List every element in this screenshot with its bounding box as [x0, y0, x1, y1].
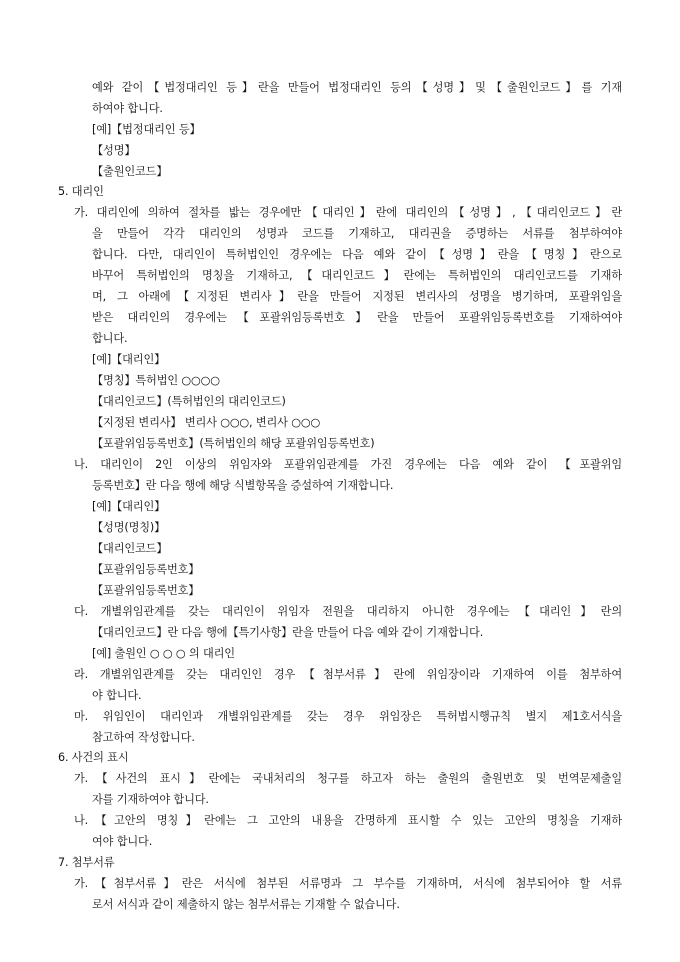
- text-line: 【대리인코드】란 다음 행에【특기사항】란을 만들어 다음 예와 같이 기재합니다.: [92, 626, 484, 639]
- text-line: 【포괄위임등록번호】: [92, 563, 200, 576]
- text-line: [예]【대리인】: [92, 353, 166, 366]
- text-line: 로서 서식과 같이 제출하지 않는 첨부서류는 기재할 수 없습니다.: [92, 898, 400, 911]
- text-line: 【대리인코드】(특허법인의 대리인코드): [92, 395, 286, 408]
- text-line: 7. 첨부서류: [58, 856, 115, 869]
- text-line: 받은 대리인의 경우에는【포괄위임등록번호】란을 만들어 포괄위임등록번호를 기재하여야: [92, 311, 622, 324]
- text-line: 바꾸어 특허법인의 명칭을 기재하고,【대리인코드】란에는 특허법인의 대리인코드를 기재하: [92, 269, 622, 282]
- text-line: 【명칭】특허법인 ○○○○: [92, 374, 220, 387]
- text-line: 【성명】: [92, 144, 136, 157]
- text-line: [예] 출원인 ○ ○ ○ 의 대리인: [92, 647, 235, 660]
- text-line: 나. 대리인이 2인 이상의 위임자와 포괄위임관계를 가진 경우에는 다음 예와 같이 【포괄위임: [74, 458, 622, 471]
- text-line: 6. 사건의 표시: [58, 751, 129, 764]
- text-line: 【지정된 변리사】 변리사 ○○○, 변리사 ○○○: [92, 416, 321, 429]
- text-line: 참고하여 작성합니다.: [92, 731, 195, 744]
- text-line: 자를 기재하여야 합니다.: [92, 793, 209, 806]
- text-line: 【성명(명칭)】: [92, 521, 166, 534]
- text-line: 라. 개별위임관계를 갖는 대리인인 경우【첨부서류】란에 위임장이라 기재하여 이를 첨부하여: [74, 668, 622, 681]
- text-line: 【대리인코드】: [92, 542, 168, 555]
- text-line: 다. 개별위임관계를 갖는 대리인이 위임자 전원을 대리하지 아니한 경우에는【대리인】란의: [74, 605, 622, 618]
- text-line: 예와 같이【법정대리인 등】란을 만들어 법정대리인 등의【성명】및【출원인코드】를 기재: [92, 81, 622, 94]
- text-line: 나.【고안의 명칭】란에는 그 고안의 내용을 간명하게 표시할 수 있는 고안의 명칭을 기재하: [74, 814, 622, 827]
- text-line: 며, 그 아래에【지정된 변리사】란을 만들어 지정된 변리사의 성명을 병기하며, 포괄위임을: [92, 290, 622, 303]
- text-line: 5. 대리인: [58, 185, 104, 198]
- text-line: 가. 대리인에 의하여 절차를 밟는 경우에만【대리인】란에 대리인의【성명】,【대리인코드】란: [74, 206, 622, 219]
- text-line: 여야 합니다.: [92, 835, 153, 848]
- text-line: 합니다.: [92, 332, 128, 345]
- text-line: 【출원인코드】: [92, 165, 168, 178]
- text-line: [예]【대리인】: [92, 500, 166, 513]
- text-line: 을 만들어 각각 대리인의 성명과 코드를 기재하고, 대리권을 증명하는 서류를 첨부하여야: [92, 227, 622, 240]
- text-line: 야 합니다.: [92, 689, 142, 702]
- text-line: 등록번호】란 다음 행에 해당 식별항목을 증설하여 기재합니다.: [92, 479, 394, 492]
- text-line: [예]【법정대리인 등】: [92, 123, 201, 136]
- text-line: 마. 위임인이 대리인과 개별위임관계를 갖는 경우 위임장은 특허법시행규칙 별지 제1호서식을: [74, 710, 622, 723]
- text-line: 가.【사건의 표시】란에는 국내처리의 청구를 하고자 하는 출원의 출원번호 및 번역문제출일: [74, 772, 622, 785]
- text-line: 가.【첨부서류】란은 서식에 첨부된 서류명과 그 부수를 기재하며, 서식에 첨부되어야 할 서류: [74, 877, 622, 890]
- text-line: 【포괄위임등록번호】: [92, 584, 200, 597]
- text-line: 합니다. 다만, 대리인이 특허법인인 경우에는 다음 예와 같이【성명】란을【명칭】란으로: [92, 248, 622, 261]
- text-line: 【포괄위임등록번호】(특허법인의 해당 포괄위임등록번호): [92, 437, 375, 450]
- text-line: 하여야 합니다.: [92, 102, 163, 115]
